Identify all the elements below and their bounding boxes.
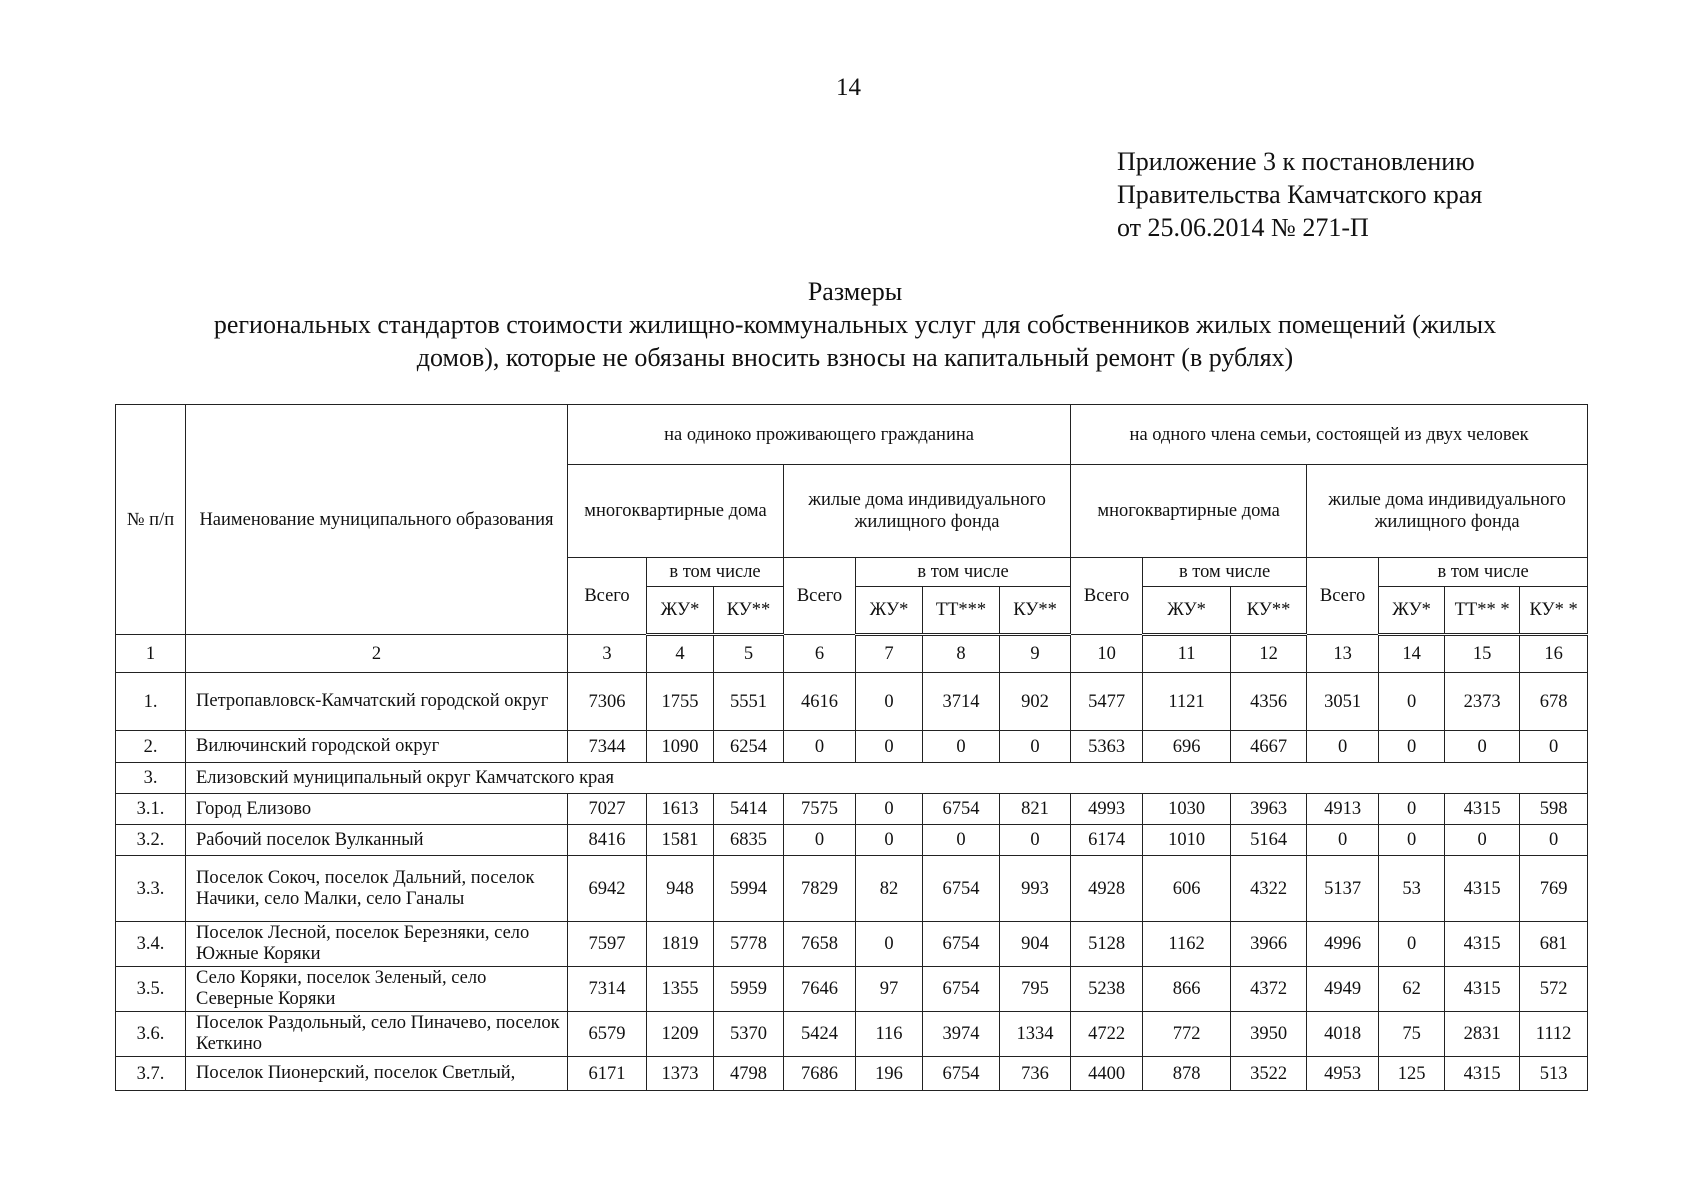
value-cell: 62 [1379,967,1445,1012]
document-title [100,275,1610,374]
table-row [116,967,1588,1012]
value-cell: 1010 [1143,825,1231,856]
value-cell: 7686 [784,1057,856,1091]
value-cell: 3522 [1231,1057,1307,1091]
value-cell: 0 [1379,922,1445,967]
column-number: 14 [1379,635,1445,673]
column-number: 16 [1520,635,1588,673]
row-number: 3.5. [116,967,186,1012]
value-cell: 0 [784,825,856,856]
appendix-line: от 25.06.2014 № 271-П [1117,213,1369,242]
value-cell: 196 [856,1057,923,1091]
value-cell: 904 [1000,922,1071,967]
value-cell: 6579 [568,1012,647,1057]
value-cell: 1581 [647,825,714,856]
value-cell: 5994 [714,856,784,922]
value-cell: 4798 [714,1057,784,1091]
value-cell: 598 [1520,794,1588,825]
value-cell: 993 [1000,856,1071,922]
value-cell: 0 [923,825,1000,856]
value-cell: 0 [923,731,1000,763]
value-cell: 878 [1143,1057,1231,1091]
value-cell: 0 [1379,794,1445,825]
header-total: Всего [1071,558,1143,635]
value-cell: 2831 [1445,1012,1520,1057]
value-cell: 0 [1000,825,1071,856]
value-cell: 6171 [568,1057,647,1091]
municipality-name: Поселок Лесной, поселок Березняки, село Южные Коряки [186,922,568,967]
header-zhu: ЖУ* [1379,587,1445,635]
value-cell: 1755 [647,673,714,731]
table-row [116,673,1588,731]
municipality-name: Село Коряки, поселок Зеленый, село Северные Коряки [186,967,568,1012]
value-cell: 4315 [1445,967,1520,1012]
column-number: 6 [784,635,856,673]
row-number: 3.3. [116,856,186,922]
value-cell: 1819 [647,922,714,967]
standards-table [115,404,1588,1091]
value-cell: 0 [856,922,923,967]
value-cell: 1613 [647,794,714,825]
header-family: на одного члена семьи, состоящей из двух человек [1071,405,1588,465]
header-including: в том числе [1379,558,1588,587]
value-cell: 1209 [647,1012,714,1057]
value-cell: 4322 [1231,856,1307,922]
value-cell: 4315 [1445,856,1520,922]
row-number: 3.7. [116,1057,186,1091]
value-cell: 0 [1379,825,1445,856]
table-row [116,763,1588,794]
municipality-name: Петропавловск-Камчатский городской округ [186,673,568,731]
value-cell: 6754 [923,922,1000,967]
value-cell: 4315 [1445,1057,1520,1091]
appendix-note [1117,145,1482,244]
municipality-name: Поселок Пионерский, поселок Светлый, [186,1057,568,1091]
page-number: 14 [836,74,861,101]
header-name: Наименование муниципального образования [186,405,568,635]
value-cell: 75 [1379,1012,1445,1057]
value-cell: 4356 [1231,673,1307,731]
value-cell: 3963 [1231,794,1307,825]
value-cell: 0 [1520,825,1588,856]
value-cell: 5414 [714,794,784,825]
header-ku: КУ** [1231,587,1307,635]
column-number: 9 [1000,635,1071,673]
header-single: на одиноко проживающего гражданина [568,405,1071,465]
table-row [116,825,1588,856]
header-ku-wrap: КУ* * [1520,587,1588,635]
value-cell: 0 [1379,673,1445,731]
value-cell: 3714 [923,673,1000,731]
value-cell: 1334 [1000,1012,1071,1057]
header-total: Всего [784,558,856,635]
value-cell: 572 [1520,967,1588,1012]
value-cell: 7575 [784,794,856,825]
header-including: в том числе [1143,558,1307,587]
table-row [116,794,1588,825]
value-cell: 6754 [923,856,1000,922]
value-cell: 6754 [923,967,1000,1012]
value-cell: 772 [1143,1012,1231,1057]
value-cell: 1121 [1143,673,1231,731]
value-cell: 4667 [1231,731,1307,763]
value-cell: 5137 [1307,856,1379,922]
value-cell: 678 [1520,673,1588,731]
value-cell: 4315 [1445,794,1520,825]
value-cell: 0 [784,731,856,763]
value-cell: 6754 [923,1057,1000,1091]
value-cell: 0 [856,673,923,731]
value-cell: 948 [647,856,714,922]
table-row [116,856,1588,922]
table-row [116,922,1588,967]
table-body [116,635,1588,1091]
header-total: Всего [568,558,647,635]
value-cell: 0 [1445,731,1520,763]
header-zhu: ЖУ* [1143,587,1231,635]
header-total: Всего [1307,558,1379,635]
value-cell: 7314 [568,967,647,1012]
value-cell: 4018 [1307,1012,1379,1057]
value-cell: 82 [856,856,923,922]
column-number: 8 [923,635,1000,673]
title-line: региональных стандартов стоимости жилищно-коммунальных услуг для собственников жилых помещений (жилых [213,310,1497,339]
table-row [116,1057,1588,1091]
value-cell: 4616 [784,673,856,731]
row-number: 3.2. [116,825,186,856]
column-number: 15 [1445,635,1520,673]
value-cell: 769 [1520,856,1588,922]
value-cell: 125 [1379,1057,1445,1091]
value-cell: 5370 [714,1012,784,1057]
value-cell: 696 [1143,731,1231,763]
value-cell: 681 [1520,922,1588,967]
value-cell: 0 [1000,731,1071,763]
row-number: 3. [116,763,186,794]
value-cell: 5959 [714,967,784,1012]
title-line: домов), которые не обязаны вносить взносы на капитальный ремонт (в рублях) [416,343,1294,372]
value-cell: 7597 [568,922,647,967]
row-number: 1. [116,673,186,731]
value-cell: 6942 [568,856,647,922]
header-num: № п/п [116,405,186,635]
row-number: 2. [116,731,186,763]
value-cell: 6754 [923,794,1000,825]
row-number: 3.6. [116,1012,186,1057]
value-cell: 4953 [1307,1057,1379,1091]
value-cell: 116 [856,1012,923,1057]
municipality-name: Рабочий поселок Вулканный [186,825,568,856]
value-cell: 1355 [647,967,714,1012]
column-number: 11 [1143,635,1231,673]
value-cell: 7646 [784,967,856,1012]
value-cell: 902 [1000,673,1071,731]
header-houses: жилые дома индивидуального жилищного фонда [784,465,1071,558]
column-number: 3 [568,635,647,673]
municipality-name: Город Елизово [186,794,568,825]
value-cell: 4928 [1071,856,1143,922]
value-cell: 3950 [1231,1012,1307,1057]
value-cell: 866 [1143,967,1231,1012]
municipality-name: Елизовский муниципальный округ Камчатского края [186,763,1588,794]
value-cell: 5363 [1071,731,1143,763]
value-cell: 0 [1379,731,1445,763]
municipality-name: Поселок Сокоч, поселок Дальний, поселок Начики, село Малки, село Ганалы [186,856,568,922]
appendix-line: Правительства Камчатского края [1117,180,1483,209]
title-line: Размеры [807,277,903,306]
value-cell: 0 [1520,731,1588,763]
appendix-line: Приложение 3 к постановлению [1117,147,1475,176]
value-cell: 7658 [784,922,856,967]
value-cell: 0 [856,731,923,763]
header-including: в том числе [856,558,1071,587]
column-number: 13 [1307,635,1379,673]
value-cell: 2373 [1445,673,1520,731]
column-number: 7 [856,635,923,673]
value-cell: 3974 [923,1012,1000,1057]
value-cell: 7829 [784,856,856,922]
value-cell: 4722 [1071,1012,1143,1057]
header-zhu: ЖУ* [647,587,714,635]
value-cell: 513 [1520,1057,1588,1091]
value-cell: 4913 [1307,794,1379,825]
value-cell: 0 [856,794,923,825]
column-number: 4 [647,635,714,673]
column-number: 12 [1231,635,1307,673]
value-cell: 8416 [568,825,647,856]
value-cell: 7027 [568,794,647,825]
column-numbers-row [116,635,1588,673]
value-cell: 5778 [714,922,784,967]
header-apartments-family: многоквартирные дома [1071,465,1307,558]
value-cell: 1090 [647,731,714,763]
value-cell: 1373 [647,1057,714,1091]
value-cell: 6254 [714,731,784,763]
row-number: 3.4. [116,922,186,967]
value-cell: 4372 [1231,967,1307,1012]
value-cell: 0 [1445,825,1520,856]
column-number: 2 [186,635,568,673]
value-cell: 736 [1000,1057,1071,1091]
value-cell: 0 [1307,731,1379,763]
municipality-name: Поселок Раздольный, село Пиначево, поселок Кеткино [186,1012,568,1057]
header-apartments: многоквартирные дома [568,465,784,558]
row-number: 3.1. [116,794,186,825]
header-ku: КУ** [714,587,784,635]
value-cell: 7306 [568,673,647,731]
value-cell: 795 [1000,967,1071,1012]
value-cell: 5477 [1071,673,1143,731]
header-houses-family: жилые дома индивидуального жилищного фонда [1307,465,1588,558]
value-cell: 3966 [1231,922,1307,967]
value-cell: 7344 [568,731,647,763]
value-cell: 1112 [1520,1012,1588,1057]
value-cell: 5551 [714,673,784,731]
column-number: 1 [116,635,186,673]
value-cell: 5164 [1231,825,1307,856]
value-cell: 606 [1143,856,1231,922]
value-cell: 0 [1307,825,1379,856]
value-cell: 4400 [1071,1057,1143,1091]
value-cell: 4315 [1445,922,1520,967]
table-row [116,1012,1588,1057]
header-ku: КУ** [1000,587,1071,635]
column-number: 5 [714,635,784,673]
header-tt-wrap: ТТ** * [1445,587,1520,635]
value-cell: 4993 [1071,794,1143,825]
value-cell: 4949 [1307,967,1379,1012]
value-cell: 5238 [1071,967,1143,1012]
value-cell: 5424 [784,1012,856,1057]
column-number: 10 [1071,635,1143,673]
value-cell: 53 [1379,856,1445,922]
municipality-name: Вилючинский городской округ [186,731,568,763]
value-cell: 0 [856,825,923,856]
header-tt: ТТ*** [923,587,1000,635]
header-zhu: ЖУ* [856,587,923,635]
value-cell: 1162 [1143,922,1231,967]
value-cell: 97 [856,967,923,1012]
table-row [116,731,1588,763]
header-including: в том числе [647,558,784,587]
value-cell: 3051 [1307,673,1379,731]
value-cell: 6174 [1071,825,1143,856]
value-cell: 5128 [1071,922,1143,967]
value-cell: 821 [1000,794,1071,825]
value-cell: 4996 [1307,922,1379,967]
value-cell: 1030 [1143,794,1231,825]
value-cell: 6835 [714,825,784,856]
